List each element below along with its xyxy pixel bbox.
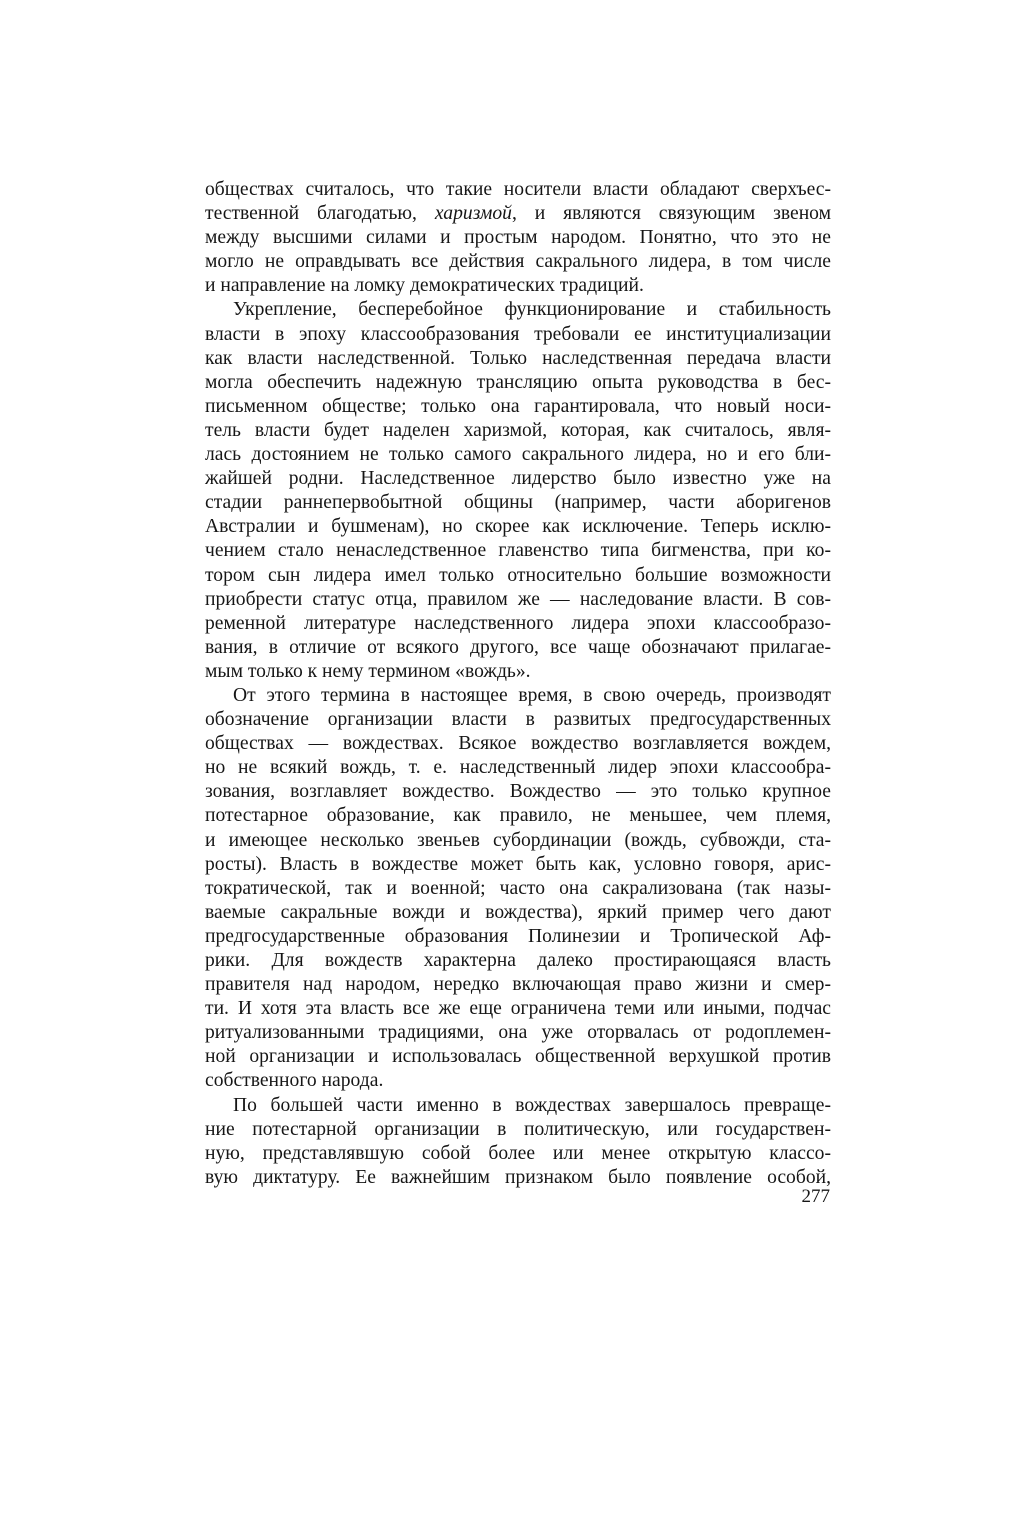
text-line: и направление на ломку демократических традиций. xyxy=(205,275,644,297)
text-line: рики. Для вождеств характерна далеко простирающаяся власть xyxy=(205,950,831,971)
text-line: зования, возглавляет вождество. Вождество — это только крупное xyxy=(205,781,831,803)
page-body xyxy=(205,178,831,1190)
text-line: потестарное образование, как правило, не меньшее, чем племя, xyxy=(205,805,831,827)
paragraph-1 xyxy=(205,178,831,298)
text-line: но не всякий вождь, т. е. наследственный лидер эпохи классообра- xyxy=(205,757,831,779)
text-line: тором сын лидера имел только относительно большие возможности xyxy=(205,564,831,586)
text-line: обозначение организации власти в развитых предгосударственных xyxy=(205,709,831,731)
text-line: ти. И хотя эта власть все же еще ограничена теми или иными, подчас xyxy=(205,998,831,1020)
italic-term: харизмой xyxy=(434,203,512,225)
text-line: жайшей родни. Наследственное лидерство было известно уже на xyxy=(205,468,831,490)
page-number: 277 xyxy=(801,1186,830,1207)
text-line-with-italic: тественной благодатью, харизмой, и являются связующим звеном xyxy=(205,203,831,225)
text-line: ной организации и использовалась общественной верхушкой против xyxy=(205,1046,831,1068)
text-line: мым только к нему термином «вождь». xyxy=(205,660,531,682)
paragraph-3 xyxy=(205,684,831,1094)
paragraph-2 xyxy=(205,298,831,684)
text-line: письменном обществе; только она гарантировала, что новый носи- xyxy=(205,395,831,417)
text-line: стадии раннепервобытной общины (например, части аборигенов xyxy=(205,492,831,514)
text-line: Австралии и бушменам), но скорее как исключение. Теперь исклю- xyxy=(205,516,831,538)
text-line: могла обеспечить надежную трансляцию опыта руководства в бес- xyxy=(205,371,831,393)
text-line: тократической, так и военной; часто она сакрализована (так назы- xyxy=(205,877,831,899)
text-line: приобрести статус отца, правилом же — наследование власти. В сов- xyxy=(205,588,831,610)
text-line: могло не оправдывать все действия сакрального лидера, в том числе xyxy=(205,251,831,273)
text-line: между высшими силами и простым народом. Понятно, что это не xyxy=(205,227,831,249)
text-line: ние потестарной организации в политическую, или государствен- xyxy=(205,1118,831,1140)
text-line: росты). Власть в вождестве может быть как, условно говоря, арис- xyxy=(205,853,831,875)
text-line: вую диктатуру. Ее важнейшим признаком было появление особой, xyxy=(205,1166,831,1188)
text-line: Укрепление, бесперебойное функционирование и стабильность xyxy=(233,299,831,321)
text-line: ную, представлявшую собой более или менее открытую классо- xyxy=(205,1142,831,1164)
text-line: тель власти будет наделен харизмой, которая, как считалось, явля- xyxy=(205,419,831,441)
text-line: обществах — вождествах. Всякое вождество возглавляется вождем, xyxy=(205,733,831,755)
text-line: обществах считалось, что такие носители власти обладают сверхъес- xyxy=(205,179,831,200)
text-line: собственного народа. xyxy=(205,1070,384,1092)
text-line: По большей части именно в вождествах завершалось превраще- xyxy=(233,1094,831,1116)
text-line: власти в эпоху классообразования требовали ее институциализации xyxy=(205,323,831,345)
text-line: предгосударственные образования Полинезии и Тропической Аф- xyxy=(205,925,831,947)
text-line: правителя над народом, нередко включающая право жизни и смер- xyxy=(205,974,831,996)
text-line: От этого термина в настоящее время, в свою очередь, производят xyxy=(233,684,831,706)
text-line: как власти наследственной. Только наследственная передача власти xyxy=(205,347,831,369)
text-line: ременной литературе наследственного лидера эпохи классообразо- xyxy=(205,612,831,634)
text-line: и имеющее несколько звеньев субординации (вождь, субвожди, ста- xyxy=(205,829,831,851)
text-line: вания, в отличие от всякого другого, все чаще обозначают прилагае- xyxy=(205,636,831,658)
paragraph-4 xyxy=(205,1094,831,1190)
text-line: ритуализованными традициями, она уже оторвалась от родоплемен- xyxy=(205,1022,831,1044)
text-line: чением стало ненаследственное главенство типа бигменства, при ко- xyxy=(205,540,831,562)
text-line: ваемые сакральные вожди и вождества), яркий пример чего дают xyxy=(205,901,831,923)
text-line: лась достоянием не только самого сакрального лидера, но и его бли- xyxy=(205,444,831,466)
